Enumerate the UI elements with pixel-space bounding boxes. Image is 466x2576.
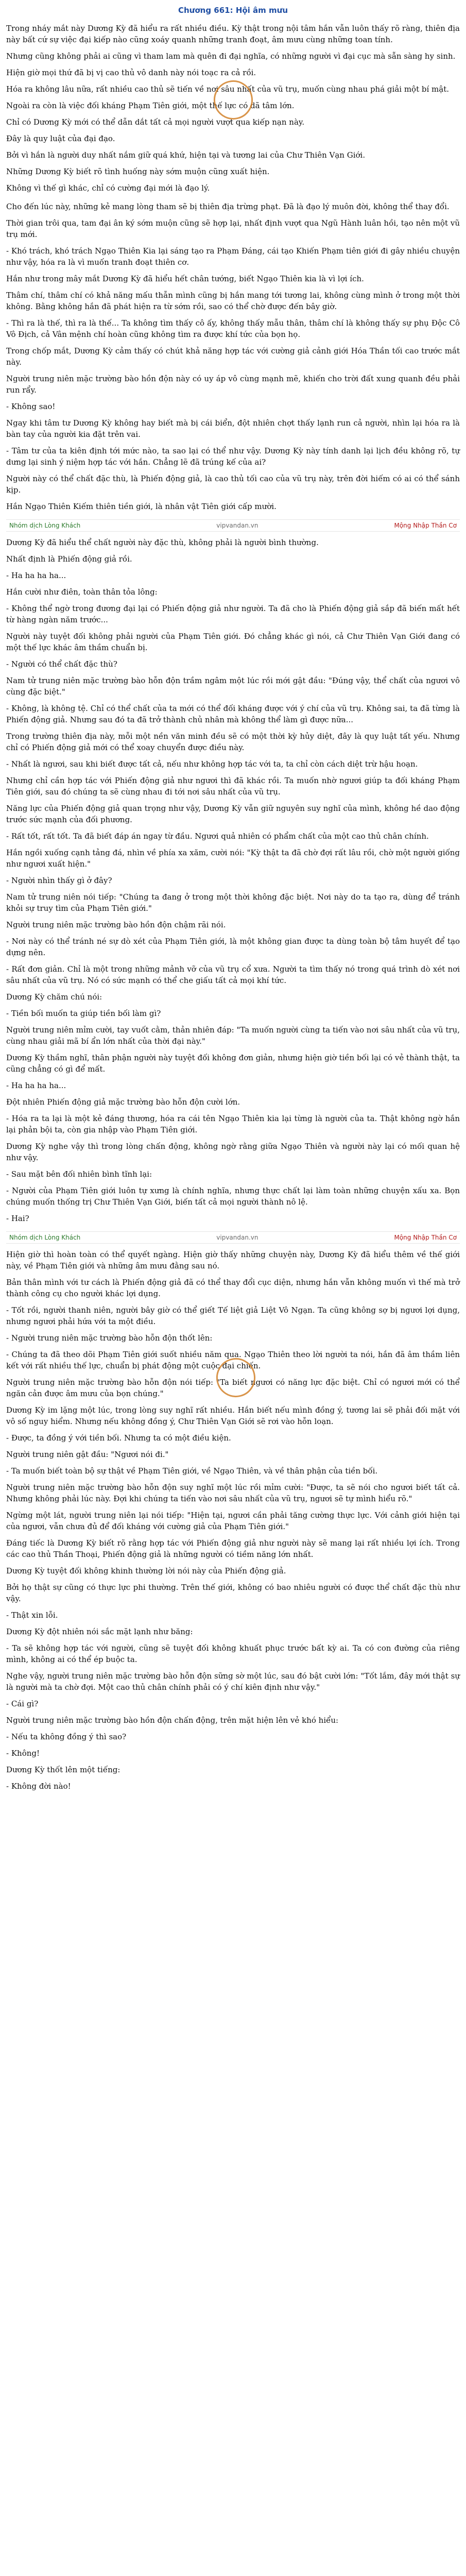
footer-center: vipvandan.vn xyxy=(216,1234,258,1241)
paragraph: - Ta sẽ không hợp tác với người, cũng sẽ tuyệt đối không khuất phục trước bất kỳ ai. Ta có con đường của riêng mình, không ai có thể ép buộc ta. xyxy=(6,1643,460,1664)
paragraph: - Hai? xyxy=(6,1214,29,1223)
paragraph: Hiện giờ mọi thứ đã bị vị cao thủ vô danh này nói toạc ra cả rồi. xyxy=(6,68,256,77)
paragraph: - Chúng ta đã theo dõi Phạm Tiên giới suốt nhiều năm qua. Ngạo Thiên theo lời người ta nói, hắn đã âm thầm liên kết với rất nhiều thế lực, chuẩn bị phát động một cuộc đại chiến. xyxy=(6,1350,460,1370)
paragraph: - Tiền bối muốn ta giúp tiền bối làm gì? xyxy=(6,1009,161,1018)
footer-center: vipvandan.vn xyxy=(216,522,258,529)
paragraph: Dương Kỳ im lặng một lúc, trong lòng suy nghĩ rất nhiều. Hắn biết nếu mình đồng ý, tương lai sẽ phải đối mặt với vô số nguy hiểm. Nhưng nếu không đồng ý, Chư Thiên Vạn Giới sẽ rơi vào hỗn loạn. xyxy=(6,1405,460,1426)
paragraph: - Không đời nào! xyxy=(6,1782,71,1791)
paragraph: - Rất đơn giản. Chỉ là một trong những mảnh vỡ của vũ trụ cổ xưa. Người ta tìm thấy nó trong quá trình dò xét nơi sâu nhất của vũ trụ. Nó có sức mạnh có thể che giấu tất cả mọi khí tức. xyxy=(6,964,460,985)
paragraph: Người trung niên mặc trường bào hỗn độn suy nghĩ một lúc rồi mỉm cười: "Được, ta sẽ nói cho ngươi biết tất cả. Nhưng không phải lúc này. Đợi khi chúng ta tiến vào nơi sâu nhất của vũ trụ, ngươi sẽ tự mình hiểu rõ." xyxy=(6,1483,460,1503)
paragraph: Ngay khi tâm tư Dương Kỳ không hay biết mà bị cái biển, đột nhiên chợt thấy lạnh run cả người, nhìn lại hóa ra là bàn tay của người kia đặt trên vai. xyxy=(6,418,460,439)
paragraph: Người trung niên mặc trường bào hồn độn này có uy áp vô cùng mạnh mẽ, khiến cho trời đất xung quanh đều phải run rẩy. xyxy=(6,374,460,395)
paragraph: - Khó trách, khó trách Ngạo Thiên Kia lại sáng tạo ra Phạm Đáng, cái tạo Khiến Phạm tiên giới đi gây nhiều chuyện như vậy, hóa ra là vì muốn tranh đoạt thiên cơ. xyxy=(6,246,460,267)
paragraph: - Không, là không tệ. Chỉ có thể chất của ta mới có thể đối kháng được với ý chí của vũ trụ. Không sai, ta đã từng là Phiến động giả. Nhưng sau đó ta đã trở thành chủ nhân mà không thể làm gì được nữa... xyxy=(6,704,460,724)
paragraph: Năng lực của Phiến động giả quan trọng như vậy, Dương Kỳ vẫn giữ nguyên suy nghĩ của mình, không hề dao động trước sức mạnh của đối phương. xyxy=(6,804,460,824)
paragraph: Ngừng một lát, người trung niên lại nói tiếp: "Hiện tại, ngươi cần phải tăng cường thực lực. Với cảnh giới hiện tại của ngươi, vẫn chưa đủ để đối kháng với cường giả của Phạm Tiên giới." xyxy=(6,1511,460,1531)
paragraph: - Được, ta đồng ý với tiền bối. Nhưng ta có một điều kiện. xyxy=(6,1433,231,1443)
paragraph: Dương Kỳ tuyệt đối không khinh thường lời nói này của Phiến động giả. xyxy=(6,1566,286,1575)
paragraph: Trong chốp mắt, Dương Kỳ cảm thấy có chút khả năng hợp tác với cường giả cảnh giới Hóa Thần tối cao trước mắt này. xyxy=(6,346,460,367)
paragraph: - Sau mặt bên đối nhiên bình tĩnh lại: xyxy=(6,1170,152,1179)
paragraph: - Nơi này có thể tránh né sự dò xét của Phạm Tiên giới, là một không gian được ta dùng toàn bộ tâm huyết để tạo dựng nên. xyxy=(6,937,460,957)
paragraph: - Ta muốn biết toàn bộ sự thật về Phạm Tiên giới, về Ngạo Thiên, và về thân phận của tiền bối. xyxy=(6,1466,378,1476)
chapter-title: Chương 661: Hội âm mưu xyxy=(178,6,288,15)
paragraph: Người này có thể chất đặc thù, là Phiến động giả, là cao thủ tối cao của vũ trụ này, trên đời hiếm có ai có thể sánh kịp. xyxy=(6,474,460,495)
paragraph: Nhưng chỉ cần hợp tác với Phiến động giả như ngươi thì đã khác rồi. Ta muốn nhờ ngươi giúp ta đối kháng Phạm Tiên giới, sau đó chúng ta sẽ cùng nhau đi tới nơi sâu nhất của vũ trụ. xyxy=(6,776,460,796)
footer-left: Nhóm dịch Lòng Khách xyxy=(9,1234,81,1241)
paragraph: Thời gian trôi qua, tam đại ân ký sớm muộn cũng sẽ hợp lại, nhất định vượt qua Ngũ Hành luân hồi, tạo nên một vũ trụ mới. xyxy=(6,218,460,239)
paragraph: Bản thân mình với tư cách là Phiến động giả đã có thể thay đổi cục diện, nhưng hắn vẫn không muốn vì thế mà trở thành công cụ cho người khác lợi dụng. xyxy=(6,1278,460,1298)
paragraph: - Rất tốt, rất tốt. Ta đã biết đáp án ngay từ đầu. Ngươi quả nhiên có phẩm chất của một cao thủ chân chính. xyxy=(6,832,429,841)
paragraph: Nam tử trung niên nói tiếp: "Chúng ta đang ở trong một thời không đặc biệt. Nơi này do ta tạo ra, dùng để tránh khỏi sự truy tìm của Phạm Tiên giới." xyxy=(6,892,460,913)
chapter-page xyxy=(0,3,466,2576)
paragraph: Không vì thế gì khác, chỉ có cường đại mới là đạo lý. xyxy=(6,183,210,193)
paragraph: Hắn cười như điên, toàn thân tỏa lông: xyxy=(6,587,158,597)
paragraph: Người này tuyệt đối không phải người của Phạm Tiên giới. Đó chẳng khác gì nói, cả Chư Thiên Vạn Giới đang có một thế lực khác âm thầm chuẩn bị. xyxy=(6,632,460,652)
paragraph: Trong nháy mắt này Dương Kỳ đã hiểu ra rất nhiều điều. Kỳ thật trong nội tâm hắn vẫn luôn thấy rõ ràng, thiên địa này bất cứ sự việc đại kiếp nào cũng xoáy quanh những tranh đoạt, âm mưu cùng những toan tính. xyxy=(6,24,460,44)
paragraph: Bởi vì hắn là người duy nhất nắm giữ quá khứ, hiện tại và tương lai của Chư Thiên Vạn Giới. xyxy=(6,150,366,160)
paragraph: Dương Kỳ đã hiểu thể chất người này đặc thù, không phải là người bình thường. xyxy=(6,538,319,547)
paragraph: Người trung niên mỉm cười, tay vuốt cằm, thản nhiên đáp: "Ta muốn người cùng ta tiến vào nơi sâu nhất của vũ trụ, cùng nhau giải mã bí ẩn lớn nhất của thời đại này." xyxy=(6,1025,460,1046)
paragraph: Cho đến lúc này, những kẻ mang lòng tham sẽ bị thiên địa trừng phạt. Đã là đạo lý muôn đời, không thể thay đổi. xyxy=(6,202,450,211)
paragraph: Ngoài ra còn là việc đối kháng Phạm Tiên giới, một thế lực có dã tâm lớn. xyxy=(6,101,295,110)
paragraph: Người trung niên mặc trường bào hồn độn chấn động, trên mặt hiện lên vẻ khó hiểu: xyxy=(6,1716,339,1725)
section-3 xyxy=(6,537,460,1224)
paragraph: - Tâm tư của ta kiên định tới mức nào, ta sao lại có thể như vậy. Dương Kỳ này tính danh lại lịch đều không rõ, tự dưng lại sinh ý niệm hợp tác với hắn. Chẳng lẽ đã trúng kế của ai? xyxy=(6,446,460,467)
paragraph: Bởi họ thật sự cũng có thực lực phi thường. Trên thế giới, không có bao nhiêu người có được thể chất đặc thù như vậy. xyxy=(6,1583,460,1603)
paragraph: Hiện giờ thì hoàn toàn có thể quyết ngàng. Hiện giờ thấy những chuyện này, Dương Kỳ đã hiểu thêm về thế giới này, về Phạm Tiên giới và những âm mưu đằng sau nó. xyxy=(6,1250,460,1270)
paragraph: Thâm chí, thâm chí có khả năng mấu thẫn mình cũng bị hắn mang tới tương lai, không cùng mình ở trong một thời không. Bằng không hắn đã phát hiện ra từ sớm rồi, sao có thể chờ được đến bây giờ. xyxy=(6,291,460,311)
paragraph: - Người có thể chất đặc thù? xyxy=(6,659,117,669)
paragraph: - Thì ra là thế, thì ra là thế... Ta không tìm thấy cô ấy, không thấy mẫu thân, thâm chí là không thấy sự phụ Độc Cô Vô Địch, cả Vân mệnh chí hoàn cũng không tìm ra được khí tức của bọn họ. xyxy=(6,318,460,339)
paragraph: Chỉ có Dương Kỳ mới có thể dẫn dắt tất cả mọi người vượt qua kiếp nạn này. xyxy=(6,117,305,127)
footer-strip-2 xyxy=(6,1231,460,1244)
paragraph: Dương Kỳ thốt lên một tiếng: xyxy=(6,1765,120,1774)
paragraph: Dương Kỳ nghe vậy thì trong lòng chấn động, không ngờ rằng giữa Ngạo Thiên và người này lại có mối quan hệ như vậy. xyxy=(6,1142,460,1162)
footer-left: Nhóm dịch Lòng Khách xyxy=(9,522,81,529)
paragraph: - Người nhìn thấy gì ở đây? xyxy=(6,876,112,885)
paragraph: - Nếu ta không đồng ý thì sao? xyxy=(6,1732,127,1741)
footer-right: Mộng Nhập Thần Cơ xyxy=(394,1234,457,1241)
section-2 xyxy=(6,201,460,512)
paragraph: Dương Kỳ chăm chú nói: xyxy=(6,992,102,1002)
paragraph: - Ha ha ha ha... xyxy=(6,1081,66,1090)
paragraph: - Cái gì? xyxy=(6,1699,39,1708)
paragraph: Hắn như trong mây mắt Dương Kỳ đã hiểu hết chân tướng, biết Ngạo Thiên kia là vì lợi ích. xyxy=(6,274,364,283)
paragraph: - Không thể ngờ trong đương đại lại có Phiến động giả như người. Ta đã cho là Phiến động giả sắp đã biến mất hết từ hàng ngàn năm trước... xyxy=(6,604,460,624)
paragraph: Hắn ngồi xuống cạnh tảng đá, nhìn về phía xa xăm, cười nói: "Kỳ thật ta đã chờ đợi rất lâu rồi, chờ một người giống như ngươi xuất hiện." xyxy=(6,848,460,869)
paragraph: Nghe vậy, người trung niên mặc trường bào hỗn độn sững sờ một lúc, sau đó bật cười lớn: "Tốt lắm, đây mới thật sự là người mà ta chờ đợi. Một cao thủ chân chính phải có ý chí kiên định như vậy." xyxy=(6,1671,460,1692)
paragraph: - Nhất là ngươi, sau khi biết được tất cả, nếu như không hợp tác với ta, ta chỉ còn cách diệt trừ hậu hoạn. xyxy=(6,759,418,769)
section-4 xyxy=(6,1249,460,1792)
paragraph: - Thật xin lỗi. xyxy=(6,1611,58,1620)
paragraph: Nhất định là Phiến động giả rồi. xyxy=(6,554,132,564)
paragraph: - Không sao! xyxy=(6,402,56,411)
paragraph: - Không! xyxy=(6,1749,40,1758)
paragraph: Người trung niên mặc trường bào hồn độn chậm rãi nói. xyxy=(6,920,226,929)
paragraph: Đây là quy luật của đại đạo. xyxy=(6,134,115,143)
paragraph: Đáng tiếc là Dương Kỳ biết rõ rằng hợp tác với Phiến động giả như người này sẽ mang lại rất nhiều lợi ích. Trong các cao thủ Thần Thoại, Phiến động giả là những người có tiềm năng lớn nhất. xyxy=(6,1538,460,1559)
paragraph: Dương Kỳ đột nhiên nói sắc mặt lạnh như băng: xyxy=(6,1627,193,1636)
footer-right: Mộng Nhập Thần Cơ xyxy=(394,522,457,529)
paragraph: - Người trung niên mặc trường bào hỗn độn thốt lên: xyxy=(6,1333,213,1343)
paragraph: Người trung niên mặc trường bào hỗn độn nói tiếp: "Ta biết ngươi có năng lực đặc biệt. Chỉ có ngươi mới có thể ngăn cản được âm mưu của bọn chúng." xyxy=(6,1378,460,1398)
chapter-title-bar xyxy=(6,3,460,18)
paragraph: Nhưng cũng không phải ai cũng vì tham lam mà quên đi đại nghĩa, có những người vì đại cục mà sẵn sàng hy sinh. xyxy=(6,52,456,61)
paragraph: Hóa ra không lâu nữa, rất nhiều cao thủ sẽ tiến về nơi sâu nhất của vũ trụ, muốn cùng nhau phá giải một bí mật. xyxy=(6,84,450,94)
paragraph: Hắn Ngạo Thiên Kiếm thiên tiền giới, là nhân vật Tiên giới cấp mười. xyxy=(6,502,277,511)
paragraph: - Người của Phạm Tiên giới luôn tự xưng là chính nghĩa, nhưng thực chất lại làm toàn những chuyện xấu xa. Bọn chúng muốn thống trị Chư Thiên Vạn Giới, biến tất cả mọi người thành nô lệ. xyxy=(6,1186,460,1207)
footer-strip-1 xyxy=(6,519,460,532)
paragraph: Dương Kỳ thầm nghĩ, thân phận người này tuyệt đối không đơn giản, nhưng hiện giờ tiền bối lại có vẻ thành thật, ta cũng chẳng có gì để mất. xyxy=(6,1053,460,1074)
paragraph: Những Dương Kỳ biết rõ tình huống này sớm muộn cũng xuất hiện. xyxy=(6,167,270,176)
paragraph: - Tốt rồi, người thanh niên, người bây giờ có thể giết Tế liệt giả Liệt Vô Ngạn. Ta cũng không sợ bị ngươi lợi dụng, nhưng ngươi phải hứa với ta một điều. xyxy=(6,1306,460,1326)
paragraph: Nam tử trung niên mặc trường bào hỗn độn trầm ngâm một lúc rồi mới gật đầu: "Đúng vậy, thể chất của ngươi vô cùng đặc biệt." xyxy=(6,676,460,697)
paragraph: - Ha ha ha ha... xyxy=(6,571,66,580)
paragraph: Người trung niên gật đầu: "Ngươi nói đi." xyxy=(6,1450,169,1459)
paragraph: Trong trường thiên địa này, mỗi một nền văn minh đều sẽ có một thời kỳ hủy diệt, đây là quy luật tất yếu. Nhưng chỉ có Phiến động giả mới có thể xoay chuyển được điều này. xyxy=(6,732,460,752)
paragraph: - Hóa ra ta lại là một kẻ đáng thương, hóa ra cái tên Ngạo Thiên kia lại từng là người của ta. Thật không ngờ hắn lại phản bội ta, còn gia nhập vào Phạm Tiên giới. xyxy=(6,1114,460,1134)
paragraph: Đột nhiên Phiến động giả mặc trường bào hỗn độn cười lớn. xyxy=(6,1097,240,1107)
